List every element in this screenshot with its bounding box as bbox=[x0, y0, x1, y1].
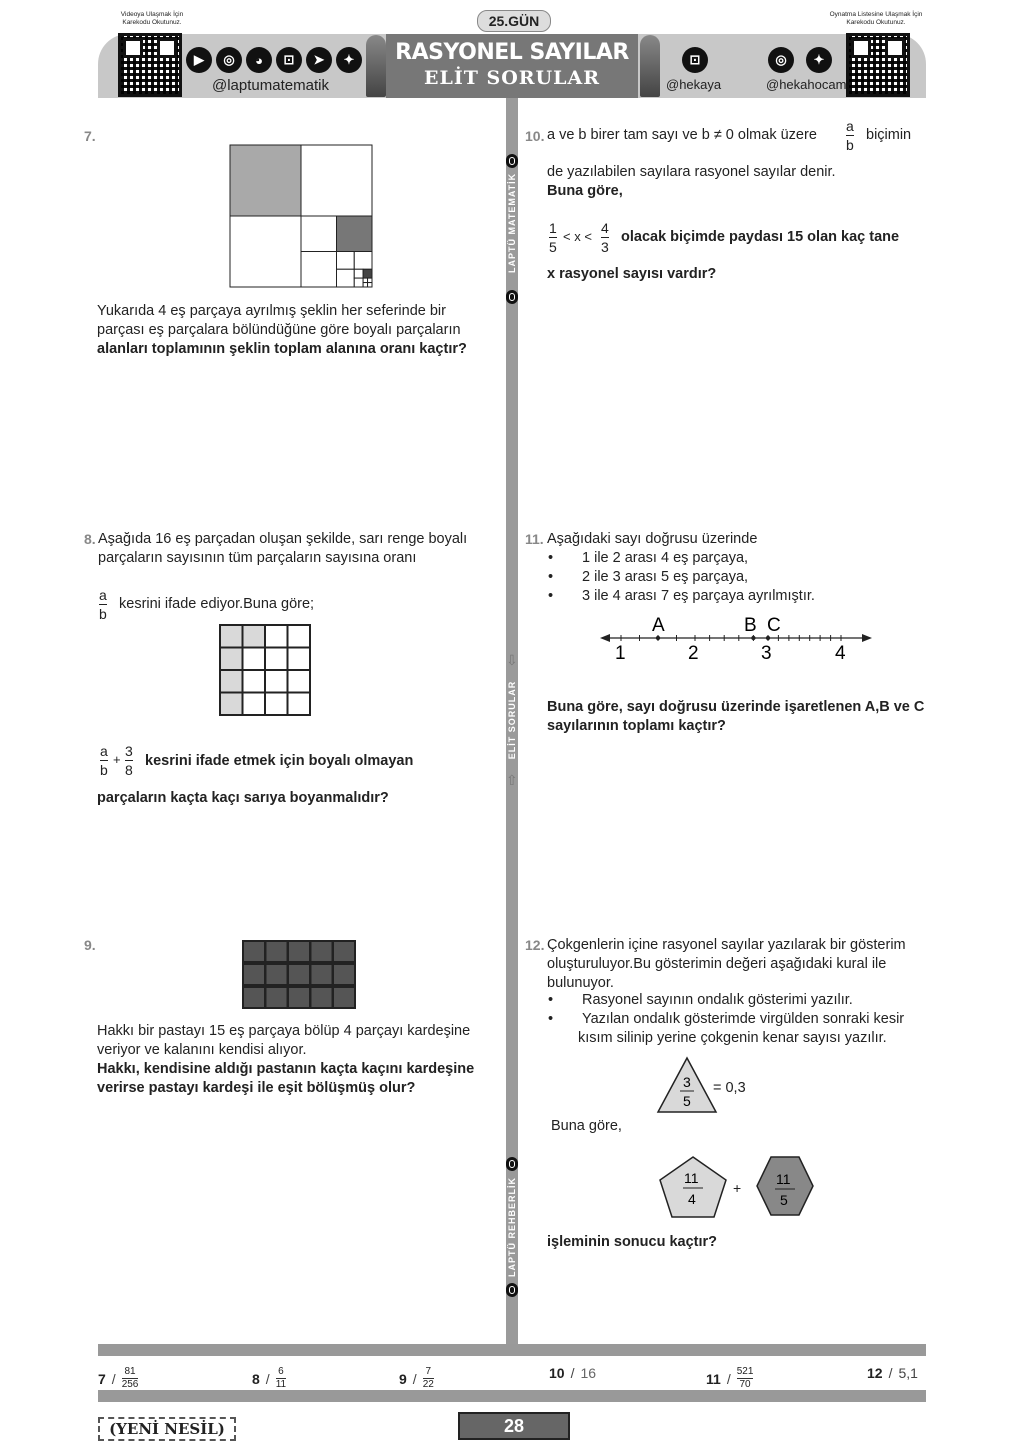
q11-number-line bbox=[600, 612, 875, 664]
answer-7: 7 / 81 256 bbox=[98, 1366, 139, 1390]
q12-bullet-dot-2: • bbox=[548, 1011, 554, 1027]
q12-pent-den: 4 bbox=[688, 1191, 696, 1207]
q8-text4: parçaların kaçta kaçı sarıya boyanmalıdır? bbox=[97, 790, 389, 806]
q12-hex-den: 5 bbox=[780, 1192, 788, 1208]
answer-12-label: 12 bbox=[867, 1365, 883, 1381]
answers-top-bar bbox=[98, 1344, 926, 1356]
q12-triangle-example bbox=[656, 1056, 718, 1114]
answer-11-den: 70 bbox=[739, 1379, 751, 1390]
q11-bullet-dot-2: • bbox=[548, 569, 554, 585]
q8-expr-3: 3 bbox=[125, 743, 133, 759]
q8-text3: kesrini ifade etmek için boyalı olmayan bbox=[145, 753, 414, 769]
answer-9-label: 9 bbox=[399, 1370, 407, 1387]
q10-line1b: biçimin bbox=[866, 127, 912, 143]
q10-ineq-4: 4 bbox=[601, 220, 609, 236]
answer-11-label: 11 bbox=[706, 1370, 721, 1387]
question-number-7: 7. bbox=[84, 128, 96, 144]
q11-bullet-dot-3: • bbox=[548, 588, 554, 604]
q8-frac-a: a bbox=[99, 587, 107, 603]
youtube-icon[interactable]: ▶ bbox=[186, 47, 212, 73]
q10-line3: Buna göre, bbox=[547, 183, 623, 199]
twitter-icon-right[interactable]: ✦ bbox=[806, 47, 832, 73]
q12-hexagon bbox=[756, 1155, 814, 1217]
instagram-icon-right[interactable]: ◎ bbox=[768, 47, 794, 73]
q10-ineq-5: 5 bbox=[549, 239, 557, 255]
q10-frac-a: a bbox=[846, 118, 854, 134]
q7-text bbox=[97, 302, 477, 359]
down-arrow-icon: ⇩ bbox=[506, 652, 518, 668]
presenter-image-left bbox=[366, 35, 386, 97]
q11-bullet-3: 3 ile 4 arası 7 eş parçaya ayrılmıştır. bbox=[582, 588, 815, 604]
q11-bullet-dot-1: • bbox=[548, 550, 554, 566]
q10-fraction-ab bbox=[846, 118, 854, 153]
answer-7-den: 256 bbox=[121, 1379, 139, 1390]
sidebar-label-top: LAPTÜ MATEMATİK bbox=[507, 172, 517, 273]
answer-7-num: 81 bbox=[124, 1366, 136, 1377]
question-number-8: 8. bbox=[84, 531, 96, 547]
q12-pent-num: 11 bbox=[684, 1170, 699, 1186]
q12-intro: Çokgenlerin içine rasyonel sayılar yazılarak bir gösterim oluşturuluyor.Bu gösterimin değeri aşağıdaki kural ile bulunuyor. bbox=[547, 937, 906, 991]
q7-shaded-medium bbox=[337, 216, 373, 252]
q10-line5: x rasyonel sayısı vardır? bbox=[547, 266, 717, 282]
answer-10-value: 16 bbox=[580, 1365, 597, 1381]
q9-text bbox=[97, 1022, 479, 1098]
answer-10-label: 10 bbox=[549, 1365, 565, 1381]
q11-question: Buna göre, sayı doğrusu üzerinde işaretlenen A,B ve C sayılarının toplamı kaçtır? bbox=[547, 699, 925, 734]
q11-point-b: B bbox=[744, 615, 757, 636]
right-qr-code[interactable] bbox=[846, 33, 910, 97]
q10-line1: a ve b birer tam sayı ve b ≠ 0 olmak üzere bbox=[547, 127, 817, 143]
page-title: RASYONEL SAYILAR bbox=[395, 40, 629, 65]
question-number-9: 9. bbox=[84, 937, 96, 953]
q11-bullet-1: 1 ile 2 arası 4 eş parçaya, bbox=[582, 550, 749, 566]
q11-tick-2: 2 bbox=[688, 643, 699, 664]
q7-text-bold: alanları toplamının şeklin toplam alanına oranı kaçtır? bbox=[97, 341, 467, 357]
q10-ineq-4-over-3 bbox=[601, 220, 609, 255]
q8-expr-a-over-b bbox=[100, 743, 108, 778]
answer-9-num: 7 bbox=[425, 1366, 432, 1377]
q12-ex-result: = 0,3 bbox=[713, 1080, 746, 1096]
q10-ineq-1-over-5 bbox=[549, 220, 557, 255]
q11-point-a: A bbox=[652, 615, 665, 636]
q8-expr-plus: + bbox=[113, 752, 121, 767]
q9-cake-grid-figure bbox=[242, 940, 356, 1009]
answer-8-label: 8 bbox=[252, 1370, 260, 1387]
q9-text-bold: Hakkı, kendisine aldığı pastanın kaçta kaçını kardeşine verirse pastayı kardeşi ile eşit bölüşmüş olur? bbox=[97, 1061, 475, 1096]
q12-pentagon bbox=[658, 1155, 728, 1219]
handle-hekaya[interactable]: @hekaya bbox=[666, 77, 722, 92]
q12-ex-num: 3 bbox=[683, 1074, 691, 1090]
q7-shaded-small bbox=[363, 269, 372, 278]
q10-ineq-middle: < x < bbox=[563, 229, 592, 244]
twitch-icon-right[interactable]: ⊡ bbox=[682, 47, 708, 73]
q8-expr-8: 8 bbox=[125, 762, 133, 778]
answer-9: 9 / 7 22 bbox=[399, 1366, 434, 1390]
discord-icon[interactable]: ◕ bbox=[246, 47, 272, 73]
series-label: (YENİ NESİL) bbox=[98, 1417, 236, 1441]
q12-mid: Buna göre, bbox=[551, 1118, 622, 1134]
q7-text-normal: Yukarıda 4 eş parçaya ayrılmış şeklin her seferinde bir parçası eş parçalara bölündüğüne göre boyalı parçaların bbox=[97, 303, 461, 338]
q11-point-c: C bbox=[767, 615, 781, 636]
q11-tick-1: 1 bbox=[615, 643, 626, 664]
q11-tick-4: 4 bbox=[835, 643, 846, 664]
q8-expr-3-over-8 bbox=[125, 743, 133, 778]
q10-frac-b: b bbox=[846, 137, 854, 153]
q7-shaded-large bbox=[230, 145, 301, 216]
q12-ex-den: 5 bbox=[683, 1093, 691, 1109]
answer-11: 11 / 521 70 bbox=[706, 1366, 754, 1390]
q8-expr-b: b bbox=[100, 762, 108, 778]
q8-fraction-ab bbox=[99, 587, 107, 622]
answers-bottom-bar bbox=[98, 1390, 926, 1402]
answer-8-den: 11 bbox=[275, 1379, 287, 1390]
answer-8-num: 6 bbox=[278, 1366, 284, 1377]
instagram-icon[interactable]: ◎ bbox=[216, 47, 242, 73]
answer-9-den: 22 bbox=[422, 1379, 434, 1390]
page-subtitle: ELİT SORULAR bbox=[423, 67, 600, 89]
divider-dot-1 bbox=[506, 154, 518, 168]
q8-text2: kesrini ifade ediyor.Buna göre; bbox=[119, 596, 315, 612]
page-number: 28 bbox=[458, 1412, 570, 1440]
q12-question: işleminin sonucu kaçtır? bbox=[547, 1234, 718, 1250]
q7-nested-squares-figure bbox=[229, 144, 373, 288]
sidebar-label-bottom: LAPTÜ REHBERLİK bbox=[507, 1177, 517, 1277]
q10-line2: de yazılabilen sayılara rasyonel sayılar denir. bbox=[547, 164, 836, 180]
answer-12: 12 / 5,1 bbox=[867, 1365, 918, 1381]
left-qr-note: Videoya Ulaşmak İçin Karekodu Okutunuz. bbox=[120, 11, 184, 26]
q8-text: Aşağıda 16 eş parçadan oluşan şekilde, sarı renge boyalı parçaların sayısının tüm parçaların sayısına oranı bbox=[98, 531, 468, 566]
answer-12-value: 5,1 bbox=[898, 1365, 918, 1381]
presenter-image-right bbox=[640, 35, 660, 97]
q10-line4: olacak biçimde paydası 15 olan kaç tane bbox=[621, 229, 900, 245]
q10-ineq-3: 3 bbox=[601, 239, 609, 255]
divider-dot-4 bbox=[506, 1283, 518, 1297]
answer-11-num: 521 bbox=[736, 1366, 754, 1377]
q12-hex-num: 11 bbox=[776, 1171, 791, 1187]
question-number-11: 11. bbox=[525, 531, 544, 547]
telegram-icon[interactable]: ➤ bbox=[306, 47, 332, 73]
question-number-12: 12. bbox=[525, 937, 545, 953]
right-qr-note: Oynatma Listesine Ulaşmak İçin Karekodu Okutunuz. bbox=[829, 11, 923, 26]
up-arrow-icon: ⇧ bbox=[506, 772, 518, 788]
q9-text-normal: Hakkı bir pastayı 15 eş parçaya bölüp 4 parçayı kardeşine veriyor ve kalanını kendisi alıyor. bbox=[97, 1023, 471, 1058]
q12-plus: + bbox=[733, 1180, 742, 1196]
sidebar-label-middle: ELİT SORULAR bbox=[507, 680, 517, 760]
divider-dot-2 bbox=[506, 290, 518, 304]
handle-hekahocam[interactable]: @hekahocam bbox=[766, 77, 847, 92]
q8-grid-figure bbox=[219, 624, 311, 716]
q12-bullet-2: Yazılan ondalık gösterimde virgülden sonraki kesir kısım silinip yerine çokgenin kenar sayısı yazılır. bbox=[578, 1011, 905, 1046]
answer-7-label: 7 bbox=[98, 1370, 106, 1387]
handle-laptumatematik[interactable]: @laptumatematik bbox=[212, 77, 329, 94]
q8-frac-b: b bbox=[99, 606, 107, 622]
q11-tick-3: 3 bbox=[761, 643, 772, 664]
answer-10: 10 / 16 bbox=[549, 1365, 597, 1381]
twitch-icon[interactable]: ⊡ bbox=[276, 47, 302, 73]
q12-bullet-1: Rasyonel sayının ondalık gösterimi yazılır. bbox=[582, 992, 853, 1008]
question-number-10: 10. bbox=[525, 128, 545, 144]
q12-bullet-dot-1: • bbox=[548, 992, 554, 1008]
q11-intro: Aşağıdaki sayı doğrusu üzerinde bbox=[547, 531, 758, 547]
q8-expr-a: a bbox=[100, 743, 108, 759]
answer-8: 8 / 6 11 bbox=[252, 1366, 287, 1390]
q10-ineq-1: 1 bbox=[549, 220, 557, 236]
q11-bullet-2: 2 ile 3 arası 5 eş parçaya, bbox=[582, 569, 749, 585]
left-qr-code[interactable] bbox=[118, 33, 182, 97]
day-badge: 25.GÜN bbox=[477, 10, 551, 32]
title-box bbox=[386, 34, 638, 98]
twitter-icon[interactable]: ✦ bbox=[336, 47, 362, 73]
